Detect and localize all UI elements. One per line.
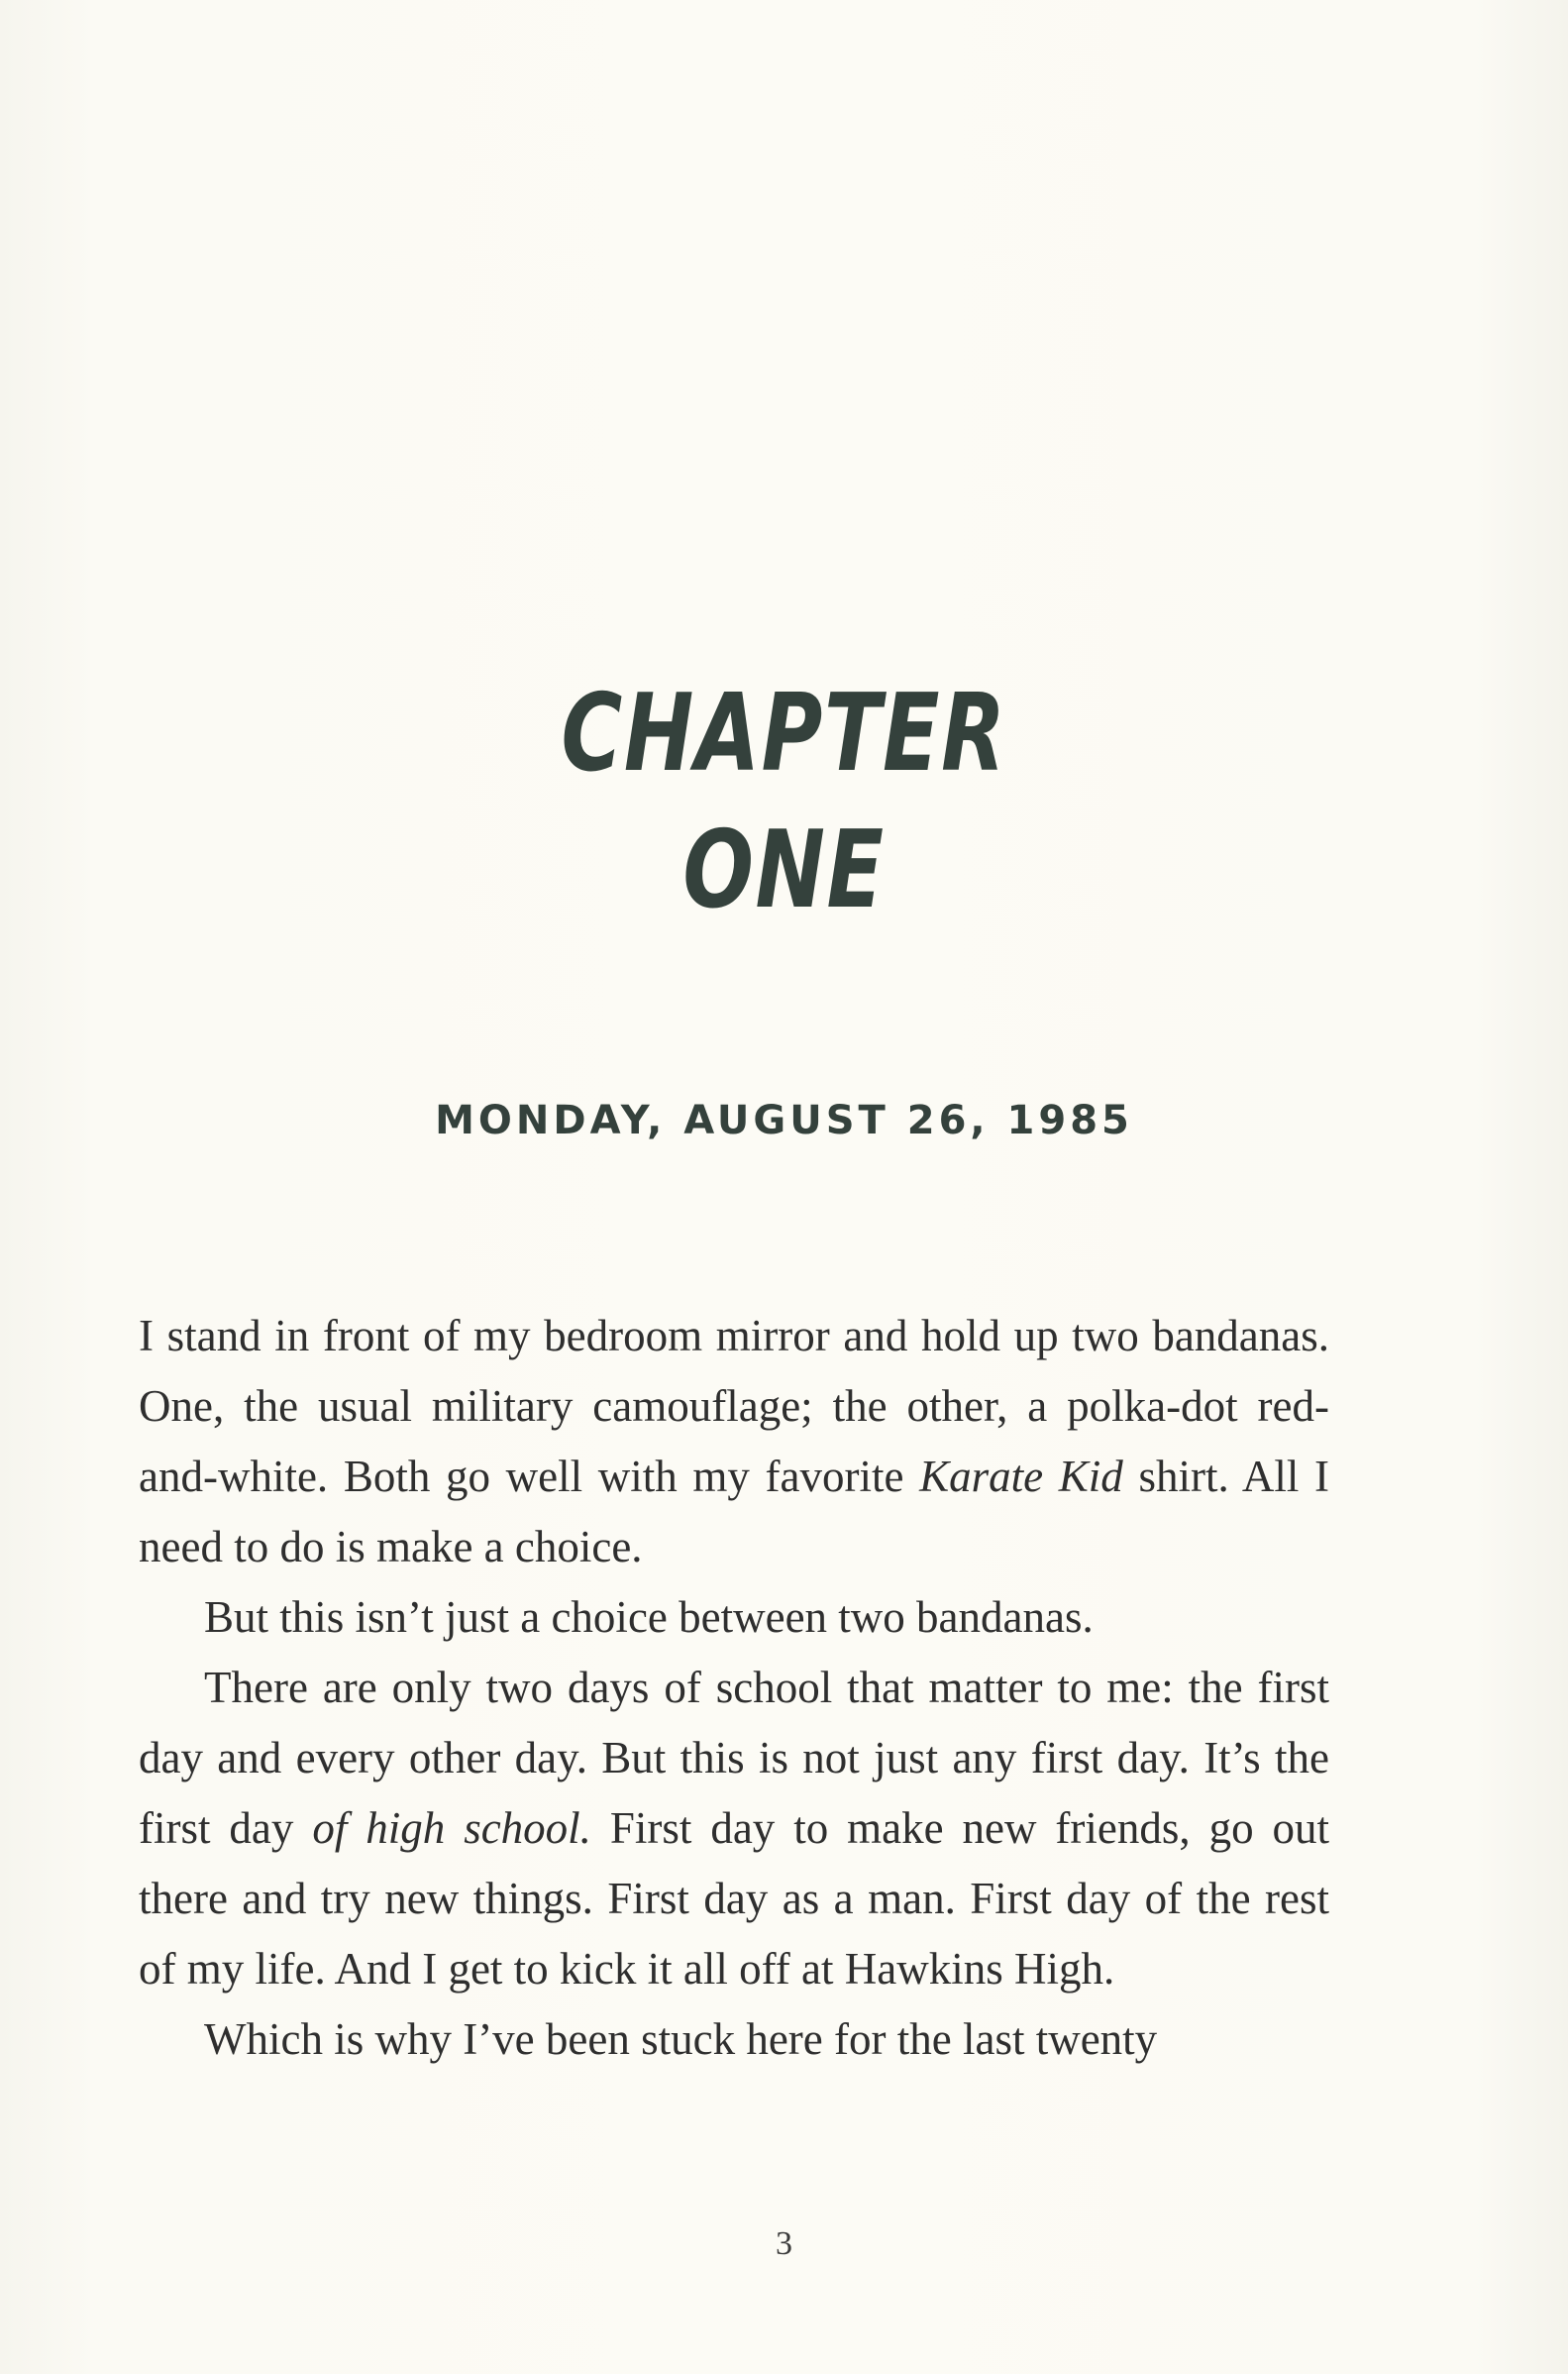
paragraph-1-text-a: I stand in front of my bedroom mirror and hold up two bandanas. One, the usual military camouflage; the other, a polka-dot red-and-white. Both go well with my favorite xyxy=(139,1311,1329,1501)
body-text xyxy=(139,1301,1329,2075)
paragraph-3-text-a: There are only two days of school that matter to me: the first day and every other day. But this is not just any first day. It’s the first day xyxy=(139,1663,1329,1853)
paragraph-1-italic-title: Karate Kid xyxy=(919,1452,1123,1501)
chapter-heading-line1: CHAPTER xyxy=(561,672,1007,796)
chapter-heading-line2: ONE xyxy=(682,809,886,932)
paragraph-1 xyxy=(139,1301,1329,1582)
chapter-dateline: MONDAY, AUGUST 26, 1985 xyxy=(435,1098,1133,1143)
paragraph-4: Which is why I’ve been stuck here for the last twenty xyxy=(204,2014,1158,2064)
paragraph-3-text-b: First day to make new friends, go out there and try new things. First day as a man. First day of the rest of my life. And I get to kick it all off at Hawkins High. xyxy=(139,1803,1329,1994)
page-number: 3 xyxy=(776,2225,792,2262)
chapter-heading xyxy=(172,666,1396,939)
paragraph-3-italic-phrase: of high school. xyxy=(312,1803,591,1853)
paragraph-2: But this isn’t just a choice between two bandanas. xyxy=(204,1592,1094,1642)
paragraph-1-text-b: shirt. All I need to do is make a choice. xyxy=(139,1452,1329,1571)
paragraph-3 xyxy=(139,1653,1329,2004)
